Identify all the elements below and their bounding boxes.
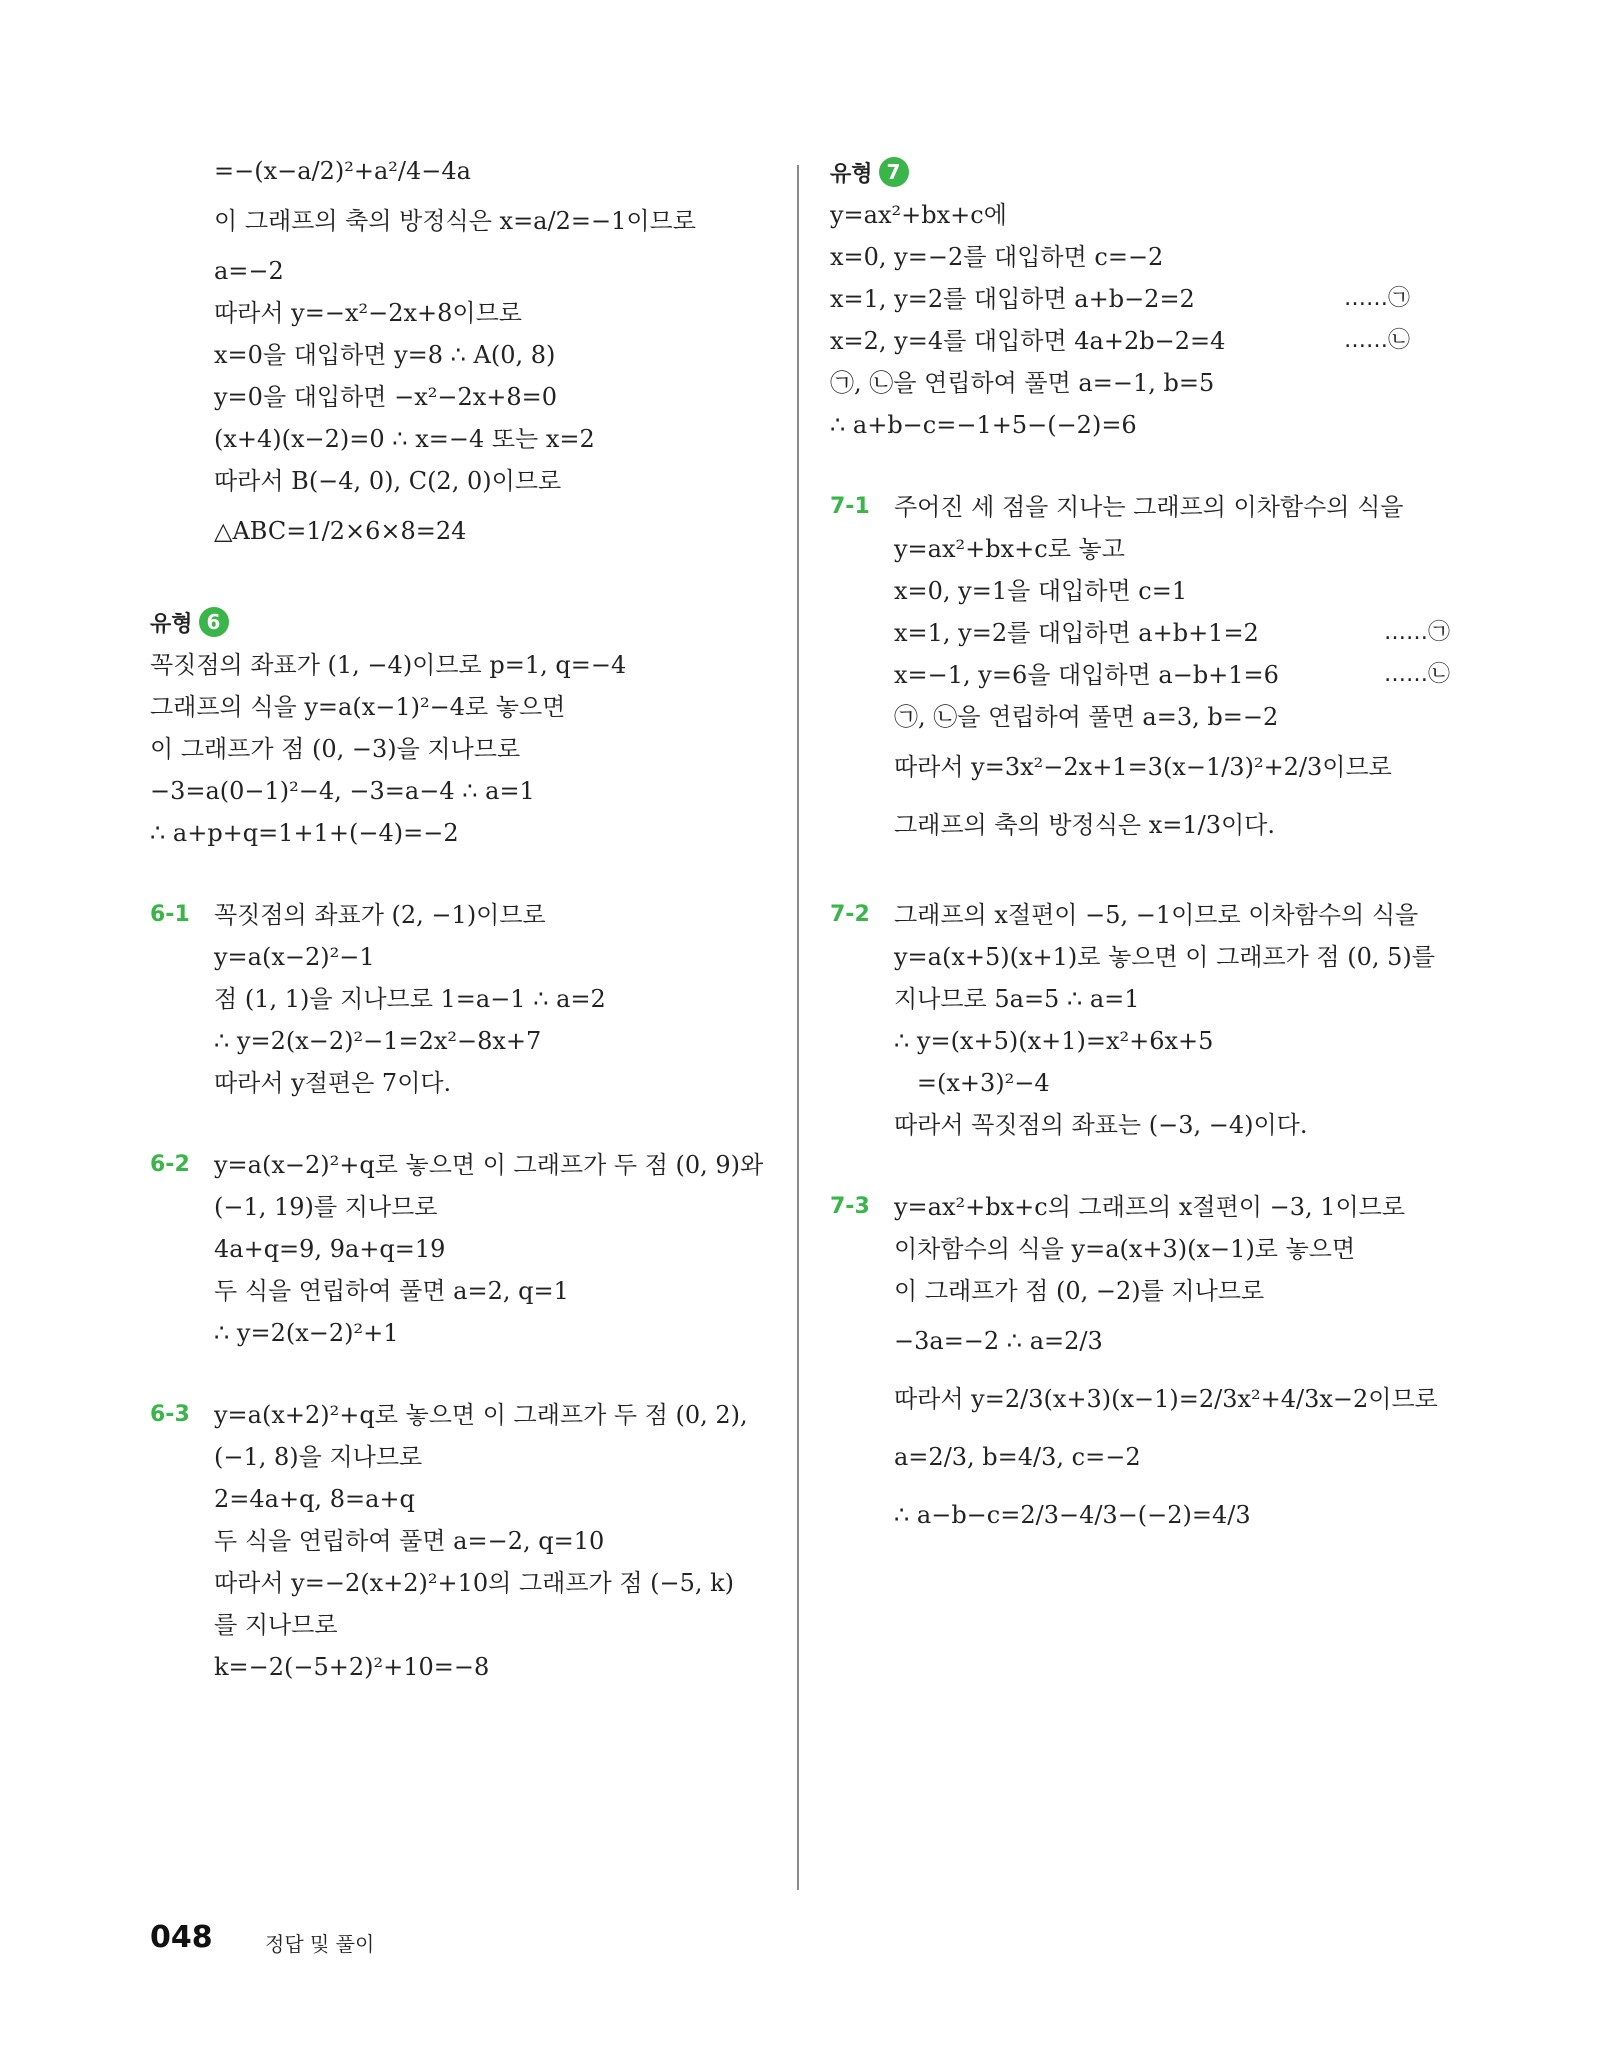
solution-line: 꼭짓점의 좌표가 (2, −1)이므로 xyxy=(214,901,546,929)
problem-number: 7-3 xyxy=(830,1194,870,1219)
solution-line: 따라서 y=−x²−2x+8이므로 xyxy=(214,299,522,327)
problem-7-3 xyxy=(830,1186,1450,1544)
solution-line xyxy=(830,278,1450,320)
solution-line: △ABC=1/2×6×8=24 xyxy=(214,517,467,545)
solution-line: 따라서 y=3x²−2x+1=3(x−1/3)²+2/3이므로 xyxy=(894,753,1392,781)
type-6-heading xyxy=(150,600,790,644)
solution-line: 4a+q=9, 9a+q=19 xyxy=(214,1235,446,1263)
problem-number: 6-2 xyxy=(150,1152,190,1177)
solution-line: 꼭짓점의 좌표가 (1, −4)이므로 p=1, q=−4 xyxy=(150,651,627,679)
solution-line: ㉠, ㉡을 연립하여 풀면 a=−1, b=5 xyxy=(830,369,1215,397)
solution-line: x=0, y=−2를 대입하면 c=−2 xyxy=(830,243,1164,271)
equation-text: x=1, y=2를 대입하면 a+b+1=2 xyxy=(894,619,1259,647)
equation-text: x=1, y=2를 대입하면 a+b−2=2 xyxy=(830,285,1195,313)
solution-line: 따라서 y=−2(x+2)²+10의 그래프가 점 (−5, k) xyxy=(214,1569,735,1597)
solution-line: 이 그래프의 축의 방정식은 x=a/2=−1이므로 xyxy=(214,207,696,235)
problem-number: 7-1 xyxy=(830,494,870,519)
solution-line: 따라서 꼭짓점의 좌표는 (−3, −4)이다. xyxy=(894,1111,1308,1139)
solution-line: 두 식을 연립하여 풀면 a=−2, q=10 xyxy=(214,1527,605,1555)
footer-label: 정답 및 풀이 xyxy=(265,1932,375,1956)
solution-line: 지나므로 5a=5 ∴ a=1 xyxy=(894,985,1140,1013)
solution-line: ∴ a+p+q=1+1+(−4)=−2 xyxy=(150,819,459,847)
solution-line: 따라서 y=2/3(x+3)(x−1)=2/3x²+4/3x−2이므로 xyxy=(894,1385,1438,1413)
solution-line: ㉠, ㉡을 연립하여 풀면 a=3, b=−2 xyxy=(894,703,1279,731)
solution-line: ∴ y=(x+5)(x+1)=x²+6x+5 xyxy=(894,1027,1214,1055)
problem-6-3 xyxy=(150,1394,790,1688)
solution-line xyxy=(830,654,1450,696)
column-divider xyxy=(797,165,799,1890)
type-number-badge: 7 xyxy=(879,157,909,187)
solution-line: 이 그래프가 점 (0, −3)을 지나므로 xyxy=(150,735,521,763)
solution-line: y=a(x−2)²+q로 놓으면 이 그래프가 두 점 (0, 9)와 xyxy=(214,1151,764,1179)
equation-text: x=2, y=4를 대입하면 4a+2b−2=4 xyxy=(830,327,1226,355)
solution-line: (−1, 8)을 지나므로 xyxy=(214,1443,423,1471)
solution-line: 점 (1, 1)을 지나므로 1=a−1 ∴ a=2 xyxy=(214,985,606,1013)
problem-6-2 xyxy=(150,1144,790,1354)
solution-line: a=2/3, b=4/3, c=−2 xyxy=(894,1443,1141,1471)
solution-line: 따라서 y절편은 7이다. xyxy=(214,1069,452,1097)
solution-line xyxy=(830,320,1450,362)
solution-line: 그래프의 식을 y=a(x−1)²−4로 놓으면 xyxy=(150,693,566,721)
right-column xyxy=(830,150,1450,1544)
solution-line: =−(x−a/2)²+a²/4−4a xyxy=(214,157,471,185)
solution-line: ∴ y=2(x−2)²+1 xyxy=(214,1319,399,1347)
solution-line xyxy=(830,612,1450,654)
solution-line: y=0을 대입하면 −x²−2x+8=0 xyxy=(214,383,558,411)
equation-marker: ……㉠ xyxy=(1343,286,1410,311)
solution-line: 따라서 B(−4, 0), C(2, 0)이므로 xyxy=(214,467,562,495)
solution-line: 2=4a+q, 8=a+q xyxy=(214,1485,415,1513)
type-label: 유형 xyxy=(150,611,193,637)
equation-marker: ……㉡ xyxy=(1383,662,1450,687)
solution-line: y=ax²+bx+c의 그래프의 x절편이 −3, 1이므로 xyxy=(894,1193,1406,1221)
problem-number: 6-1 xyxy=(150,902,190,927)
solution-line: y=a(x−2)²−1 xyxy=(214,943,375,971)
solution-line: ∴ y=2(x−2)²−1=2x²−8x+7 xyxy=(214,1027,542,1055)
equation-marker: ……㉡ xyxy=(1343,328,1410,353)
solution-line: x=0을 대입하면 y=8 ∴ A(0, 8) xyxy=(214,341,556,369)
problem-7-2 xyxy=(830,894,1450,1146)
solution-line: y=a(x+5)(x+1)로 놓으면 이 그래프가 점 (0, 5)를 xyxy=(894,943,1435,971)
solution-line: y=ax²+bx+c로 놓고 xyxy=(894,535,1125,563)
solution-line: 그래프의 축의 방정식은 x=1/3이다. xyxy=(894,811,1275,839)
solution-line: (x+4)(x−2)=0 ∴ x=−4 또는 x=2 xyxy=(214,425,595,453)
type-label: 유형 xyxy=(830,161,873,187)
page-number: 048 xyxy=(150,1920,213,1955)
solution-line: k=−2(−5+2)²+10=−8 xyxy=(214,1653,490,1681)
solution-line: a=−2 xyxy=(214,257,284,285)
solution-line: 주어진 세 점을 지나는 그래프의 이차함수의 식을 xyxy=(894,493,1404,521)
solution-line: −3a=−2 ∴ a=2/3 xyxy=(894,1327,1103,1355)
problem-number: 7-2 xyxy=(830,902,870,927)
solution-line: ∴ a−b−c=2/3−4/3−(−2)=4/3 xyxy=(894,1501,1251,1529)
left-column xyxy=(150,150,790,1688)
type-7-heading xyxy=(830,150,1450,194)
solution-line: 이차함수의 식을 y=a(x+3)(x−1)로 놓으면 xyxy=(894,1235,1356,1263)
solution-line: y=a(x+2)²+q로 놓으면 이 그래프가 두 점 (0, 2), xyxy=(214,1401,748,1429)
solution-line: 그래프의 x절편이 −5, −1이므로 이차함수의 식을 xyxy=(894,901,1419,929)
equation-marker: ……㉠ xyxy=(1383,620,1450,645)
solution-line: 이 그래프가 점 (0, −2)를 지나므로 xyxy=(894,1277,1265,1305)
solution-line: ∴ a+b−c=−1+5−(−2)=6 xyxy=(830,411,1137,439)
solution-line: y=ax²+bx+c에 xyxy=(830,201,1007,229)
solution-line: (−1, 19)를 지나므로 xyxy=(214,1193,438,1221)
solution-line: x=0, y=1을 대입하면 c=1 xyxy=(894,577,1188,605)
solution-line: 를 지나므로 xyxy=(214,1611,338,1639)
equation-text: x=−1, y=6을 대입하면 a−b+1=6 xyxy=(894,661,1279,689)
problem-7-1 xyxy=(830,486,1450,854)
solution-line: −3=a(0−1)²−4, −3=a−4 ∴ a=1 xyxy=(150,777,535,805)
solution-line: =(x+3)²−4 xyxy=(894,1069,1050,1097)
problem-number: 6-3 xyxy=(150,1402,190,1427)
solution-line: 두 식을 연립하여 풀면 a=2, q=1 xyxy=(214,1277,569,1305)
type-number-badge: 6 xyxy=(199,607,229,637)
problem-6-1 xyxy=(150,894,790,1104)
